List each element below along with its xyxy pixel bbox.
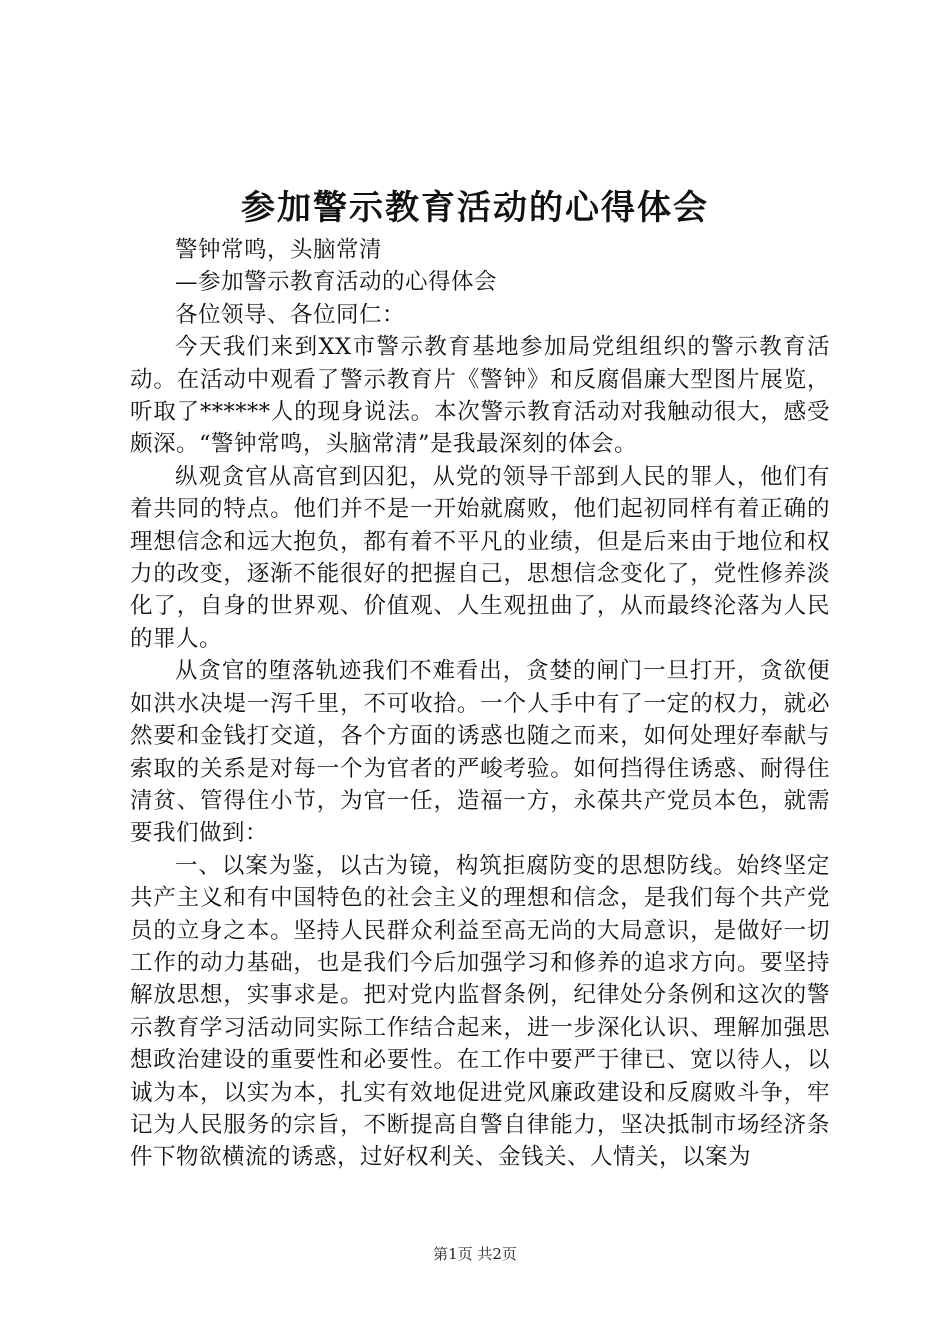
document-body bbox=[130, 234, 830, 1174]
body-paragraph: 今天我们来到XX市警示教育基地参加局党组组织的警示教育活动。在活动中观看了警示教育片《警钟》和反腐倡廉大型图片展览，听取了******人的现身说法。本次警示教育活动对我触动很大，感受颇深。“警钟常鸣，头脑常清”是我最深刻的体会。 bbox=[130, 334, 830, 458]
subtitle-line: —参加警示教育活动的心得体会 bbox=[175, 269, 498, 296]
page-footer: 第1页 共2页 bbox=[433, 1245, 517, 1263]
body-paragraph: 一、以案为鉴，以古为镜，构筑拒腐防变的思想防线。始终坚定共产主义和有中国特色的社会主义的理想和信念，是我们每个共产党员的立身之本。坚持人民群众利益至高无尚的大局意识，是做好一切工作的动力基础，也是我们今后加强学习和修养的追求方向。要坚持解放思想，实事求是。把对党内监督条例，纪律处分条例和这次的警示教育学习活动同实际工作结合起来，进一步深化认识、理解加强思想政治建设的重要性和必要性。在工作中要严于律已、宽以待人，以诚为本，以实为本，扎实有效地促进党风廉政建设和反腐败斗争，牢记为人民服务的宗旨，不断提高自警自律能力，坚决抵制市场经济条件下物欲横流的诱惑，过好权利关、金钱关、人情关，以案为 bbox=[130, 852, 830, 1171]
salutation: 各位领导、各位同仁： bbox=[175, 301, 406, 328]
body-paragraph: 从贪官的堕落轨迹我们不难看出，贪婪的闸门一旦打开，贪欲便如洪水决堤一泻千里，不可收拾。一个人手中有了一定的权力，就必然要和金钱打交道，各个方面的诱惑也随之而来，如何处理好奉献与索取的关系是对每一个为官者的严峻考验。如何挡得住诱惑、耐得住清贫、管得住小节，为官一任，造福一方，永葆共产党员本色，就需要我们做到： bbox=[130, 658, 830, 847]
document-title: 参加警示教育活动的心得体会 bbox=[241, 188, 709, 228]
subtitle-line: 警钟常鸣，头脑常清 bbox=[175, 237, 383, 263]
body-paragraph: 纵观贪官从高官到囚犯，从党的领导干部到人民的罪人，他们有着共同的特点。他们并不是一开始就腐败，他们起初同样有着正确的理想信念和远大抱负，都有着不平凡的业绩，但是后来由于地位和权力的改变，逐渐不能很好的把握自己，思想信念变化了，党性修养淡化了，自身的世界观、价值观、人生观扭曲了，从而最终沦落为人民的罪人。 bbox=[130, 463, 830, 652]
